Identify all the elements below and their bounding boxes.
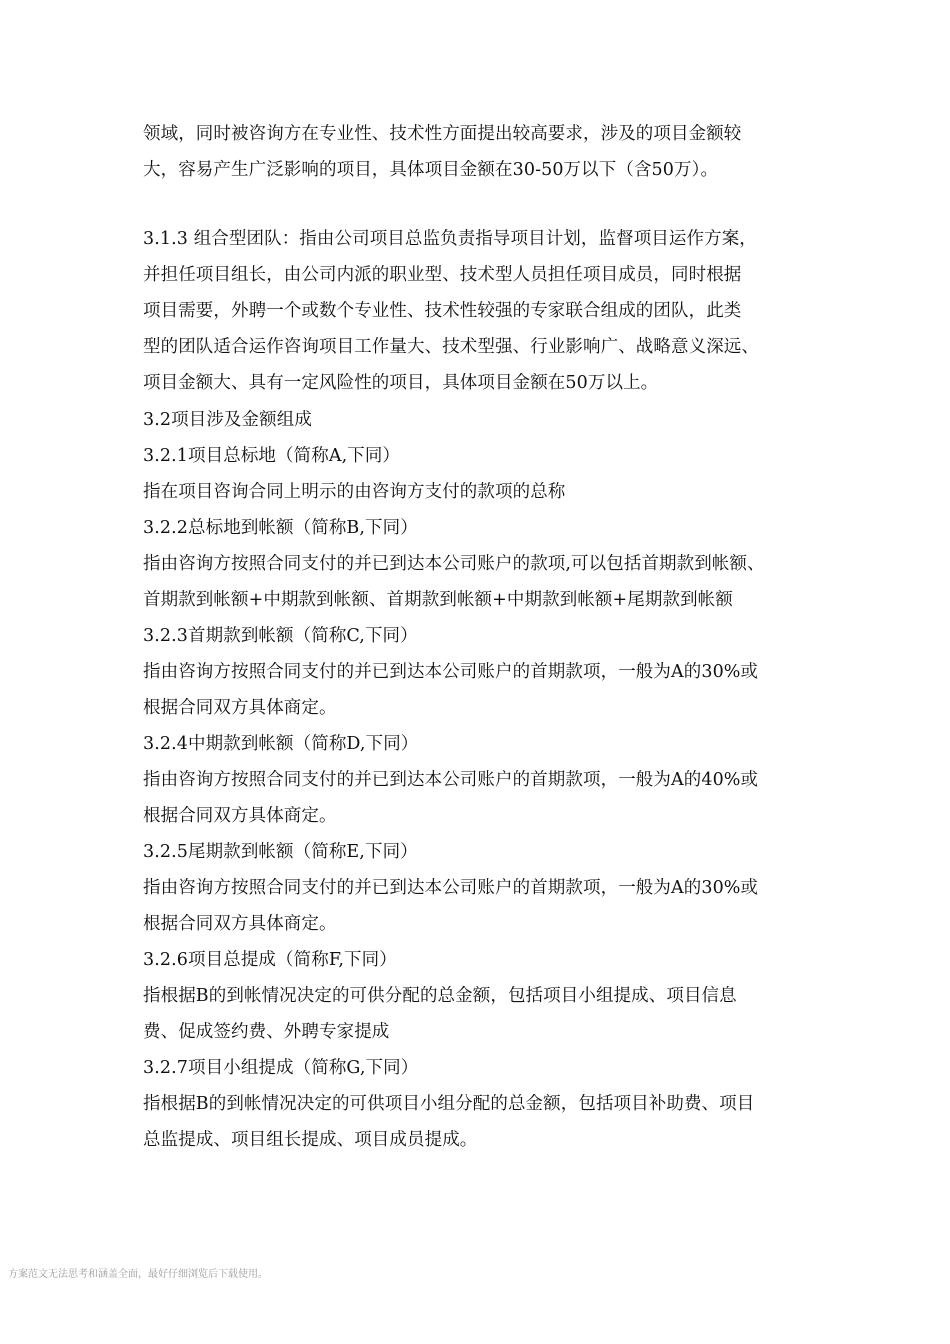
- text-line: 领域，同时被咨询方在专业性、技术性方面提出较高要求，涉及的项目金额较: [143, 124, 742, 144]
- subsection-heading: 3.2.2总标地到帐额（简称B,下同）: [143, 518, 418, 538]
- text-line: 项目金额大、具有一定风险性的项目，具体项目金额在50万以上。: [143, 373, 659, 393]
- section-3-2-body: [143, 402, 833, 1158]
- text-line: 大，容易产生广泛影响的项目，具体项目金额在30-50万以下（含50万）。: [143, 160, 719, 180]
- text-line: 指由咨询方按照合同支付的并已到达本公司账户的首期款项，一般为A的40%或: [143, 770, 759, 790]
- text-line: 指由咨询方按照合同支付的并已到达本公司账户的首期款项，一般为A的30%或: [143, 878, 759, 898]
- subsection-heading: 3.2.5尾期款到帐额（简称E,下同）: [143, 842, 418, 862]
- text-line: 总监提成、项目组长提成、项目成员提成。: [143, 1130, 478, 1150]
- footer-note: 方案范文无法思考和涵盖全面，最好仔细浏览后下载使用。: [8, 1269, 268, 1280]
- subsection-heading: 3.2.7项目小组提成（简称G,下同）: [143, 1058, 419, 1078]
- subsection-heading: 3.2.3首期款到帐额（简称C,下同）: [143, 626, 418, 646]
- section-heading: 3.2项目涉及金额组成: [143, 410, 312, 430]
- text-line: 指由咨询方按照合同支付的并已到达本公司账户的款项,可以包括首期款到帐额、: [143, 554, 765, 574]
- intro-paragraph: [143, 116, 833, 188]
- text-line: 指在项目咨询合同上明示的由咨询方支付的款项的总称: [143, 482, 566, 502]
- text-line: 首期款到帐额+中期款到帐额、首期款到帐额+中期款到帐额+尾期款到帐额: [143, 590, 733, 610]
- text-line: 根据合同双方具体商定。: [143, 806, 337, 826]
- text-line: 项目需要，外聘一个或数个专业性、技术性较强的专家联合组成的团队，此类: [143, 301, 742, 321]
- text-line: 3.1.3 组合型团队：指由公司项目总监负责指导项目计划，监督项目运作方案，: [143, 229, 757, 249]
- subsection-heading: 3.2.1项目总标地（简称A,下同）: [143, 446, 401, 466]
- text-line: 费、促成签约费、外聘专家提成: [143, 1022, 390, 1042]
- text-line: 指由咨询方按照合同支付的并已到达本公司账户的首期款项，一般为A的30%或: [143, 662, 759, 682]
- section-3-1-3-paragraph: [143, 221, 833, 401]
- text-line: 根据合同双方具体商定。: [143, 698, 337, 718]
- subsection-heading: 3.2.6项目总提成（简称F,下同）: [143, 950, 397, 970]
- text-line: 指根据B的到帐情况决定的可供分配的总金额，包括项目小组提成、项目信息: [143, 986, 737, 1006]
- text-line: 根据合同双方具体商定。: [143, 914, 337, 934]
- text-line: 并担任项目组长，由公司内派的职业型、技术型人员担任项目成员，同时根据: [143, 265, 742, 285]
- text-line: 型的团队适合运作咨询项目工作量大、技术型强、行业影响广、战略意义深远、: [143, 337, 759, 357]
- subsection-heading: 3.2.4中期款到帐额（简称D,下同）: [143, 734, 419, 754]
- text-line: 指根据B的到帐情况决定的可供项目小组分配的总金额，包括项目补助费、项目: [143, 1094, 755, 1114]
